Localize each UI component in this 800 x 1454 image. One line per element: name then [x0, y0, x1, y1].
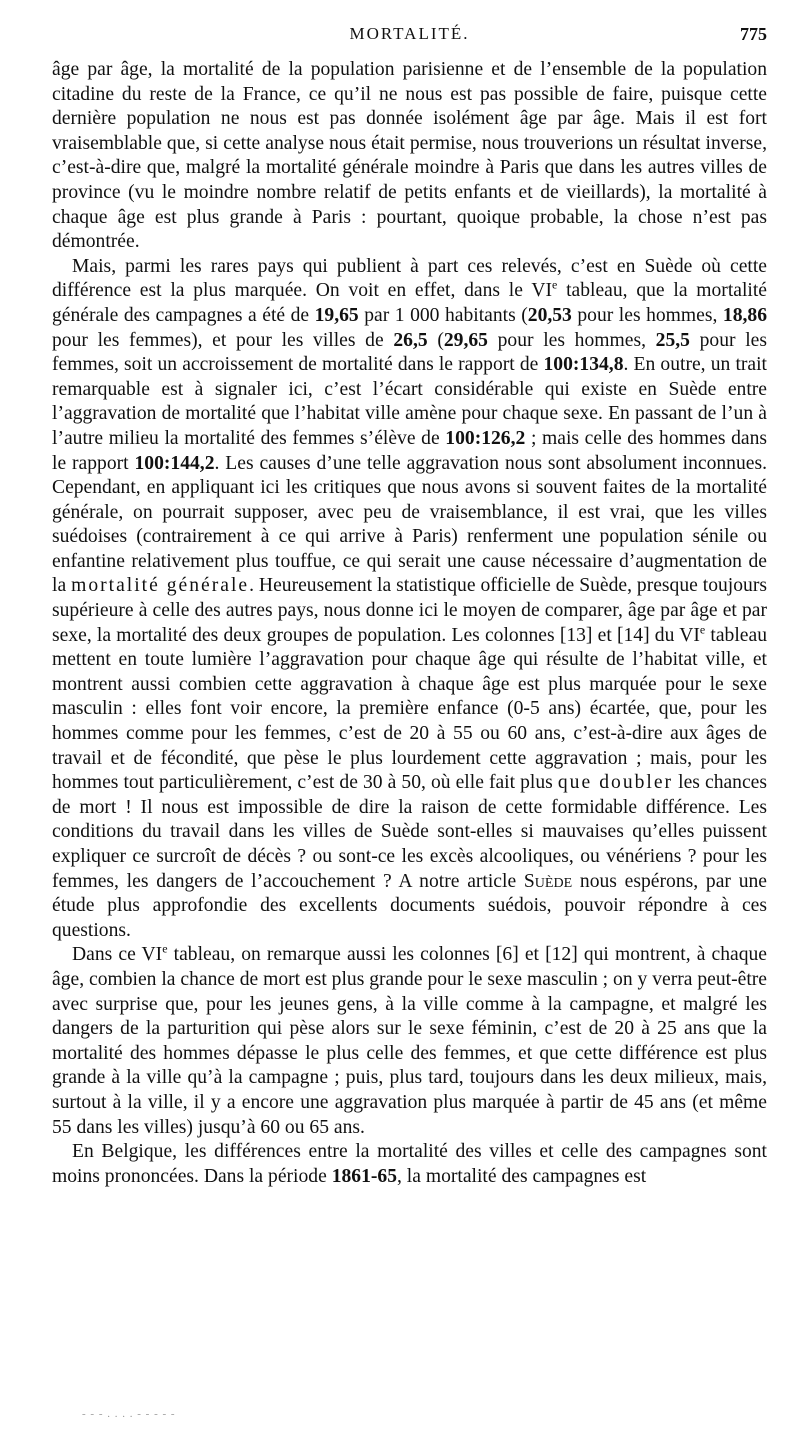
- text-run: . Heureusement la statistique officielle de Suède, presque toujours supérieure à celle des autres pays, nous donne ici le moyen de comparer, âge par âge et par sexe, la mortalité des deux groupes de population. Les colonnes [13] et [14] du VI: [52, 575, 767, 646]
- text-run: . Les causes d’une telle aggravation nous sont absolument inconnues. Cependant, en appliquant ici les critiques que nous avons si souvent faites de la mortalité générale, on pourrait supposer, avec peu de vraisemblance, il est vrai, que les villes suédoises (contrairement à ce qui arrive à Paris) renferment une population sénile ou enfantine relativement plus touffue, ce qui serait une cause nécessaire d’augmentation de la: [52, 452, 767, 597]
- rate-towns: 26,5: [393, 329, 428, 351]
- running-head: MORTALITÉ.: [349, 24, 470, 43]
- text-run: pour les hommes,: [487, 329, 656, 351]
- page-header: [52, 24, 767, 50]
- text-run: . En outre, un trait remarquable est à signaler ici, c’est l’écart considérable qui existe en Suède entre l’aggravation de mortalité que l’habitat ville amène pour chaque sexe. En passant de l’un à l’autre milieu la mortalité des femmes s’élève de: [52, 354, 767, 449]
- superscript: e: [552, 277, 558, 292]
- paragraph-2: [52, 255, 767, 944]
- article-reference: Suède: [523, 870, 573, 892]
- text-run: nous espérons, par une étude plus approfondie des excellents documents suédois, pouvoir répondre à ces questions.: [52, 870, 767, 941]
- page-number: 775: [740, 24, 767, 44]
- text-run: par 1 000 habitants (: [358, 304, 528, 326]
- body-text: [52, 58, 767, 1189]
- rate-towns-men: 29,65: [443, 329, 488, 351]
- text-run: ; mais celle des hommes dans le rapport: [52, 427, 768, 474]
- text-run: les chances de mort ! Il nous est impossible de dire la raison de cette formidable différence. Les conditions du travail dans les villes de Suède sont-elles si mauvaises qu’elles puissent expliquer ce surcroît de décès ? ou sont-ce les excès alcooliques, ou vénériens ? pour les femmes, les dangers de l’accouchement ? A notre article: [52, 772, 767, 892]
- text-run: (: [427, 329, 444, 351]
- paragraph-4: [52, 1140, 767, 1189]
- document-page: [52, 24, 767, 1189]
- rate-countryside-women: 18,86: [722, 304, 767, 326]
- text-run: En Belgique, les différences entre la mortalité des villes et celle des campagnes sont moins prononcées. Dans la période: [52, 1141, 767, 1187]
- text-run: tableau mettent en toute lumière l’aggravation pour chaque âge qui résulte de l’habitat ville, et montrent aussi combien cette aggravation à chaque âge est plus marquée pour le sexe masculin : elles font voir encore, la première enfance (0-5 ans) écartée, que, pour les hommes comme pour les femmes, c’est de 20 à 55 ou 60 ans, c’est-à-dire aux âges de travail et de fécondité, que pèse le plus lourdement cette aggravation ; mais, pour les hommes tout particulièrement, c’est de 30 à 50, où elle fait plus: [52, 624, 767, 794]
- ratio-women: 100:126,2: [445, 427, 526, 449]
- superscript: e: [699, 622, 706, 637]
- text-run: pour les hommes,: [571, 304, 723, 326]
- text-run: tableau, que la mortalité générale des campagnes a été de: [52, 280, 767, 326]
- footer-marks: - - - . . . . - - - - -: [82, 1408, 176, 1420]
- superscript: e: [162, 941, 168, 956]
- period-years: 1861-65: [331, 1165, 397, 1187]
- text-run: Dans ce VI: [72, 944, 163, 966]
- ratio-men: 100:144,2: [134, 452, 215, 474]
- spaced-term: mortalité générale: [71, 575, 250, 597]
- rate-towns-women: 25,5: [655, 329, 690, 351]
- rate-countryside: 19,65: [314, 304, 359, 326]
- spaced-term: que doubler: [557, 772, 674, 794]
- text-run: pour les femmes), et pour les villes de: [52, 329, 394, 351]
- paragraph-3: [52, 943, 767, 1140]
- paragraph-1: âge par âge, la mortalité de la population parisienne et de l’ensemble de la population citadine du reste de la France, ce qu’il ne nous est pas possible de faire, puisque cette dernière population ne nous est pas donnée isolément âge par âge. Mais il est fort vraisemblable que, si cette analyse nous était permise, nous trouverions un résultat inverse, c’est-à-dire que, malgré la mortalité générale moindre à Paris que dans les autres villes de province (vu le moindre nombre relatif de petits enfants et de vieillards), la mortalité à chaque âge est plus grande à Paris : pourtant, quoique probable, la chose n’est pas démontrée.: [52, 59, 767, 253]
- text-run: pour les femmes, soit un accroissement de mortalité dans le rapport de: [52, 329, 767, 376]
- rate-countryside-men: 20,53: [527, 304, 572, 326]
- text-run: tableau, on remarque aussi les colonnes [6] et [12] qui montrent, à chaque âge, combien la chance de mort est plus grande pour le sexe masculin ; on y verra peut-être avec surprise que, pour les jeunes gens, à la ville comme à la campagne, et malgré les dangers de la parturition qui pèse alors sur le sexe féminin, c’est de 20 à 25 ans que la mortalité des hommes dépasse le plus celle des femmes, et que cette différence est plus grande à la ville qu’à la campagne ; puis, plus tard, toujours dans les deux milieux, mais, surtout à la ville, il y a encore une aggravation plus marquée à partir de 45 ans (et même 55 dans les villes) jusqu’à 60 ou 65 ans.: [52, 944, 768, 1138]
- text-run: , la mortalité des campagnes est: [397, 1165, 647, 1187]
- ratio-general: 100:134,8: [543, 354, 624, 376]
- text-run: Mais, parmi les rares pays qui publient à part ces relevés, c’est en Suède où cette différence est la plus marquée. On voit en effet, dans le VI: [52, 255, 767, 302]
